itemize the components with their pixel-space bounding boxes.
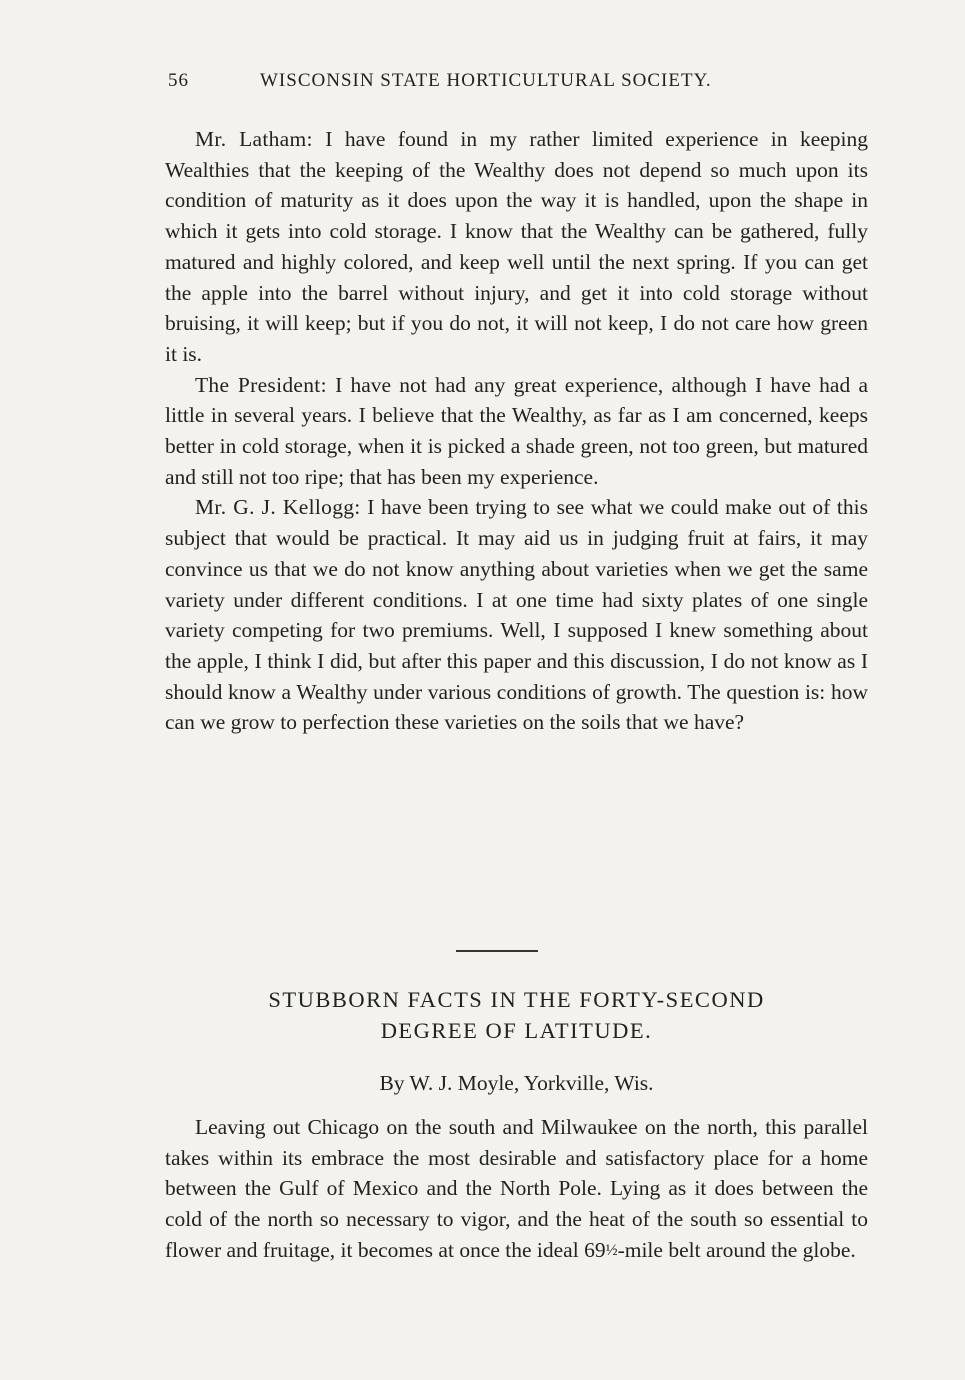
discussion-paragraph: [165, 492, 868, 738]
article-byline: By W. J. Moyle, Yorkville, Wis.: [379, 1071, 654, 1095]
article-title: [165, 984, 868, 1046]
speech-text: I have been trying to see what we could make out of this subject that would be practical. It may aid us in judging fruit at fairs, it may convince us that we do not know anything about varieties when we get the same variety under different conditions. I at one time had sixty plates of one single variety competing for two premiums. Well, I supposed I knew something about the apple, I think I did, but after this paper and this discussion, I do not know as I should know a Wealthy under various conditions of growth. The question is: how can we grow to perfection these varieties on the soils that we have?: [165, 495, 868, 735]
article-paragraph: [165, 1112, 868, 1267]
article-title-line: DEGREE OF LATITUDE.: [380, 1018, 653, 1043]
speaker-name: The President:: [195, 372, 327, 397]
fraction-half: ½: [605, 1241, 618, 1259]
running-head-title: WISCONSIN STATE HORTICULTURAL SOCIETY.: [260, 70, 712, 91]
page-number: 56: [168, 70, 189, 91]
running-head: [168, 70, 793, 100]
speaker-name: Mr. Latham:: [195, 127, 313, 151]
article-paragraph-end: -mile belt around the globe.: [617, 1237, 856, 1262]
discussion-section: [165, 124, 868, 738]
section-divider: [456, 950, 538, 952]
article-body: [165, 1112, 868, 1267]
article-title-line: STUBBORN FACTS IN THE FORTY-SECOND: [268, 987, 765, 1012]
article-paragraph-text: Leaving out Chicago on the south and Milwaukee on the north, this parallel takes within its embrace the most desirable and satisfactory place for a home between the Gulf of Mexico and the North Pole. Lying as it does between the cold of the north so necessary to vigor, and the heat of the south so essential to flower and fruitage, it becomes at once the ideal 69: [165, 1115, 868, 1262]
speech-text: I have found in my rather limited experience in keeping Wealthies that the keeping of the Wealthy does not depend so much upon its condition of maturity as it does upon the way it is handled, upon the shape in which it gets into cold storage. I know that the Wealthy can be gathered, fully matured and highly colored, and keep well until the next spring. If you can get the apple into the barrel without injury, and get it into cold storage without bruising, it will keep; but if you do not, it will not keep, I do not care how green it is.: [165, 127, 869, 366]
speech-text: I have not had any great experience, although I have had a little in several years. I believe that the Wealthy, as far as I am concerned, keeps better in cold storage, when it is picked a shade green, not too green, but matured and still not too ripe; that has been my experience.: [165, 372, 868, 489]
discussion-paragraph: [165, 370, 868, 493]
speaker-name: Mr. G. J. Kellogg:: [195, 495, 361, 520]
discussion-paragraph: [165, 124, 868, 370]
